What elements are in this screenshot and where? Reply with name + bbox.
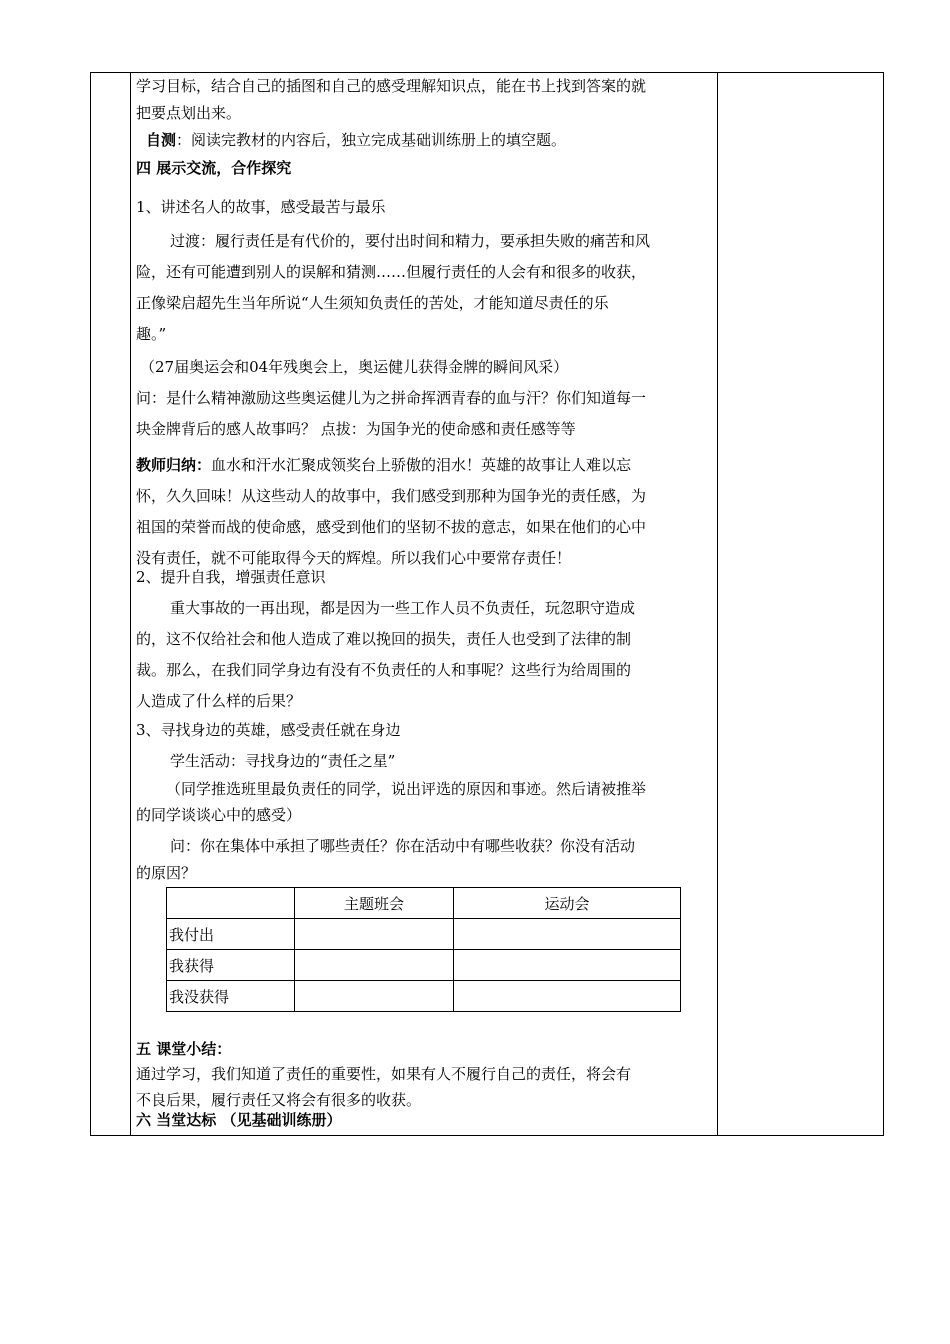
table-header-row [167,888,681,919]
text-line: 问：是什么精神激励这些奥运健儿为之拼命挥洒青春的血与汗？你们知道每一 [136,389,647,407]
text-line: 险，还有可能遭到别人的误解和猜测……但履行责任的人会有和很多的收获， [136,263,647,281]
table-header-cell: 运动会 [454,888,681,919]
text-line: 趣。” [136,325,167,343]
table-cell [295,981,454,1012]
text-line: （同学推选班里最负责任的同学，说出评选的原因和事迹。然后请被推举 [166,780,647,798]
table-row [167,919,681,950]
text-line: 通过学习，我们知道了责任的重要性，如果有人不履行自己的责任，将会有 [136,1065,632,1083]
text-line: 裁。那么，在我们同学身边有没有不负责任的人和事呢？这些行为给周围的 [136,661,632,679]
left-column-divider [130,72,131,1136]
text-line: 怀，久久回味！从这些动人的故事中，我们感受到那种为国争光的责任感，为 [136,487,647,505]
item-heading-1: 1、讲述名人的故事，感受最苦与最乐 [136,198,386,216]
activity-table [166,887,681,1012]
section-heading-4: 四 展示交流，合作探究 [136,159,292,177]
text-line: 重大事故的一再出现，都是因为一些工作人员不负责任，玩忽职守造成 [170,599,636,617]
teacher-summary-text: 血水和汗水汇聚成领奖台上骄傲的泪水！英雄的故事让人难以忘 [211,456,632,474]
table-header-cell [167,888,295,919]
table-header-cell: 主题班会 [295,888,454,919]
text-line: 的，这不仅给社会和他人造成了难以挽回的损失，责任人也受到了法律的制 [136,630,632,648]
table-cell [295,919,454,950]
text-line: 过渡：履行责任是有代价的，要付出时间和精力，要承担失败的痛苦和风 [170,232,651,250]
table-row-label: 我付出 [167,919,295,950]
text-line: 不良后果，履行责任又将会有很多的收获。 [136,1091,422,1109]
table-row-label: 我没获得 [167,981,295,1012]
text-line: 正像梁启超先生当年所说“人生须知负责任的苦处，才能知道尽责任的乐 [136,294,609,312]
self-test-label: 自测 [146,131,177,149]
text-line: 问：你在集体中承担了哪些责任？你在活动中有哪些收获？你没有活动 [170,837,636,855]
text-line: 人造成了什么样的后果？ [136,692,302,710]
text-line: 的原因？ [136,864,197,882]
text-line: 的同学谈谈心中的感受） [136,806,302,824]
self-test-text: ：阅读完教材的内容后，独立完成基础训练册上的填空题。 [176,131,567,149]
text-line: 祖国的荣誉而战的使命感，感受到他们的坚韧不拔的意志，如果在他们的心中 [136,518,647,536]
table-cell [454,950,681,981]
table-row-label: 我获得 [167,950,295,981]
text-line: 没有责任，就不可能取得今天的辉煌。所以我们心中要常存责任！ [136,549,572,567]
table-row [167,981,681,1012]
text-line: 学习目标，结合自己的插图和自己的感受理解知识点，能在书上找到答案的就 [136,77,647,95]
table-cell [295,950,454,981]
teacher-summary-label: 教师归纳： [136,456,212,474]
section-heading-6: 六 当堂达标 （见基础训练册） [136,1111,342,1129]
text-line: 把要点划出来。 [136,104,242,122]
text-line: 学生活动：寻找身边的“责任之星” [170,752,396,770]
table-cell [454,919,681,950]
section-heading-5: 五 课堂小结： [136,1040,232,1058]
table-cell [454,981,681,1012]
text-line: 块金牌背后的感人故事吗？ 点拔：为国争光的使命感和责任感等等 [136,420,576,438]
item-heading-2: 2、提升自我，增强责任意识 [136,568,326,586]
teacher-summary-line [136,451,714,480]
table-row [167,950,681,981]
item-heading-3: 3、寻找身边的英雄，感受责任就在身边 [136,721,401,739]
self-test-line [146,126,724,155]
text-line: （27届奥运会和04年残奥会上，奥运健儿获得金牌的瞬间风采） [140,358,569,376]
